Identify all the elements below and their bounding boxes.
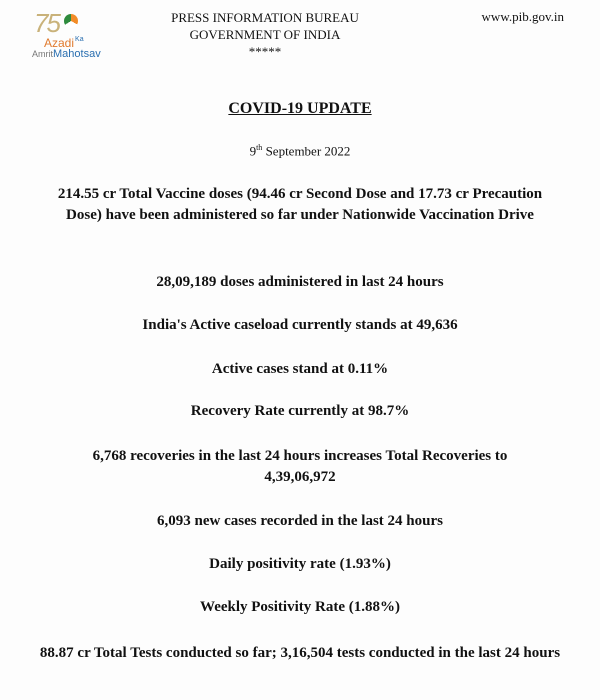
statement-daily-positivity: Daily positivity rate (1.93%) xyxy=(209,556,391,572)
bureau-header xyxy=(150,9,380,60)
logo-number: 75 xyxy=(34,8,59,38)
flag-icon xyxy=(64,14,78,28)
document-title: COVID-19 UPDATE xyxy=(228,100,372,117)
header-asterisks: ***** xyxy=(248,44,282,59)
statement-active-caseload: India's Active caseload currently stands at 49,636 xyxy=(142,317,458,333)
website-url: www.pib.gov.in xyxy=(481,9,564,24)
statement-new-cases: 6,093 new cases recorded in the last 24 hours xyxy=(157,513,443,529)
statement-active-cases-percent: Active cases stand at 0.11% xyxy=(211,361,389,377)
logo-mahotsav: Mahotsav xyxy=(53,48,101,60)
statement-doses-24h: 28,09,189 doses administered in last 24 hours xyxy=(156,274,444,290)
logo-azadi: Azadi xyxy=(44,36,75,50)
government-name: GOVERNMENT OF INDIA xyxy=(189,27,341,42)
azadi-ka-amrit-mahotsav-logo xyxy=(30,6,130,62)
date-suffix: th xyxy=(256,143,263,152)
statement-vaccine-doses: 214.55 cr Total Vaccine doses (94.46 cr Second Dose and 17.73 cr Precaution Dose) have been administered so far under Nationwide Vaccination Drive xyxy=(57,186,543,223)
logo-amrit: Amrit xyxy=(32,49,53,59)
statement-recovery-rate: Recovery Rate currently at 98.7% xyxy=(190,403,410,419)
statement-total-tests: 88.87 cr Total Tests conducted so far; 3,16,504 tests conducted in the last 24 hours xyxy=(39,645,561,661)
logo-line-2 xyxy=(32,48,101,60)
date-day: 9 xyxy=(249,143,257,159)
date-month-year: September 2022 xyxy=(262,143,351,159)
statement-weekly-positivity: Weekly Positivity Rate (1.88%) xyxy=(200,599,400,615)
document-date xyxy=(0,143,600,159)
logo-ka: Ka xyxy=(75,36,84,43)
statement-recoveries: 6,768 recoveries in the last 24 hours increases Total Recoveries to 4,39,06,972 xyxy=(92,448,508,485)
bureau-name: PRESS INFORMATION BUREAU xyxy=(171,10,359,25)
